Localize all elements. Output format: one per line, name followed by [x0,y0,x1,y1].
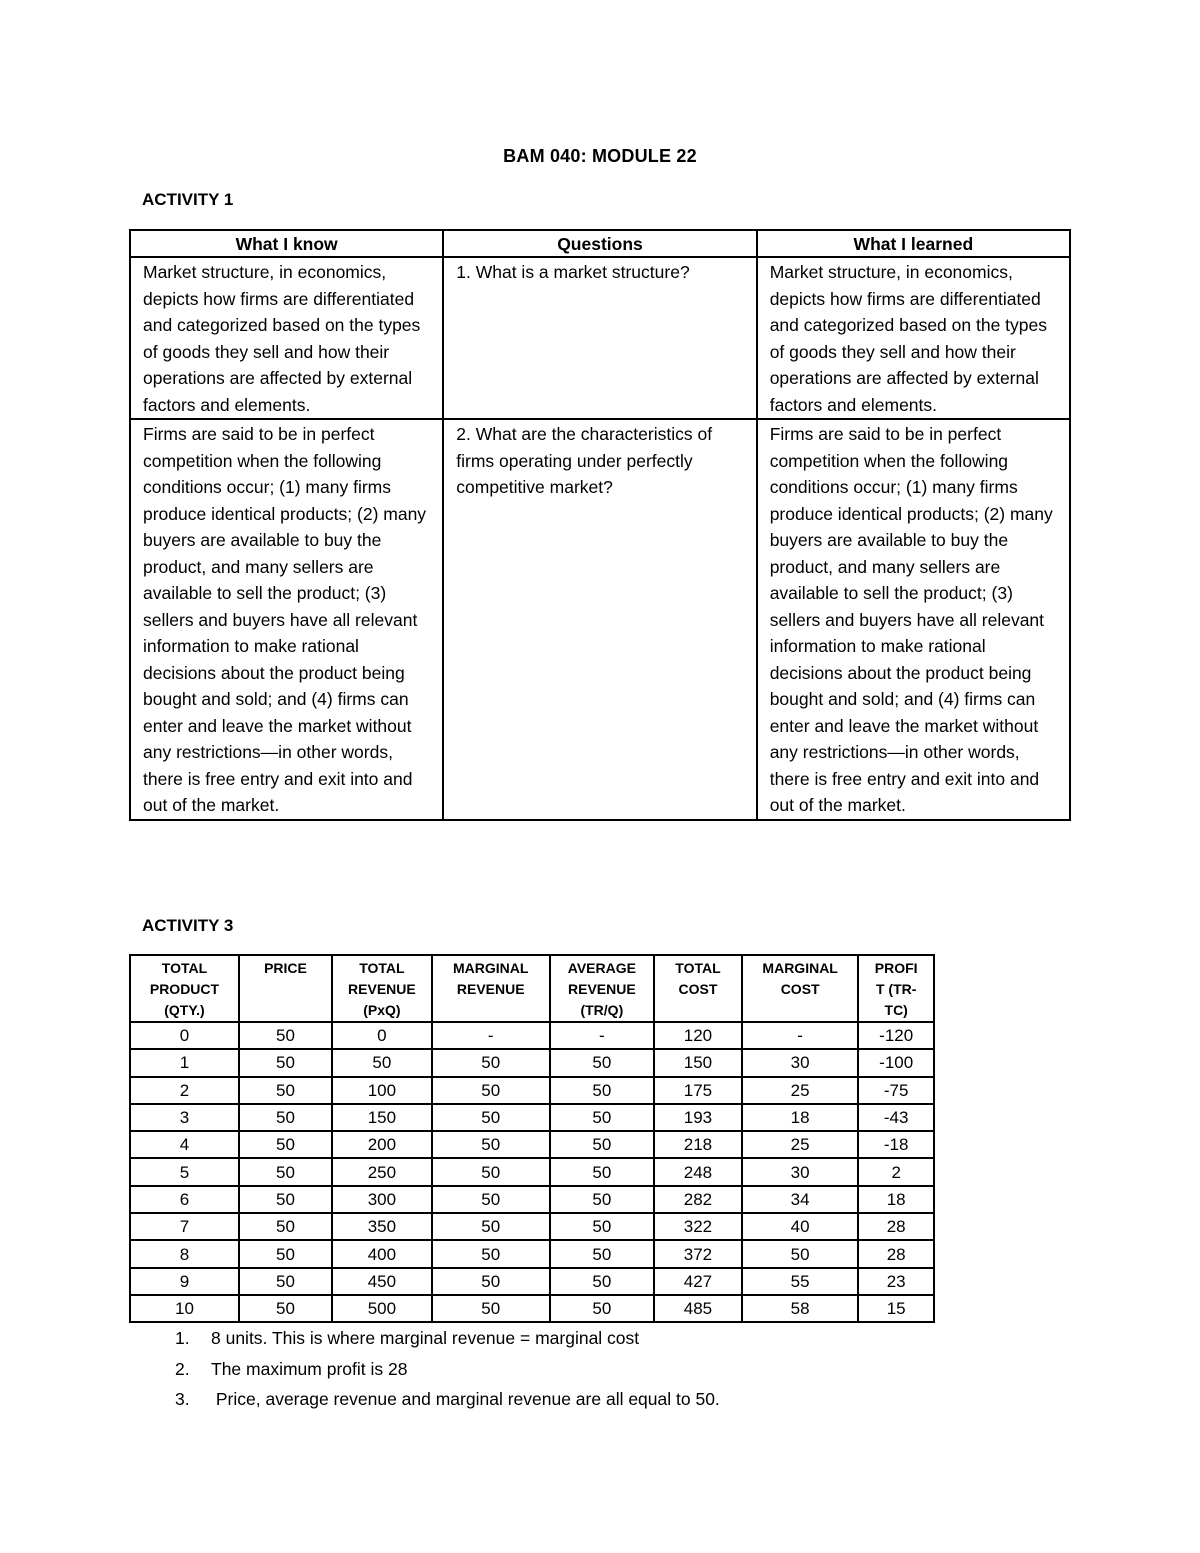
table-row [130,1158,934,1185]
table-cell: 50 [550,1131,654,1158]
table-cell: 450 [332,1268,432,1295]
production-header-line: (TR/Q) [580,1002,624,1018]
production-header-line: REVENUE [568,981,636,997]
table-cell: 50 [432,1077,550,1104]
production-header-line: MARGINAL [762,960,838,976]
production-header-cell [742,955,858,1022]
answer-number: 1. [175,1328,190,1348]
table-cell: 100 [332,1077,432,1104]
table-cell: - [550,1022,654,1049]
table-cell: 218 [654,1131,742,1158]
table-cell: -100 [858,1049,934,1076]
table-cell: 2 [858,1158,934,1185]
table-cell: 55 [742,1268,858,1295]
table-cell: 28 [858,1213,934,1240]
answer-item [175,1384,720,1415]
table-cell: -120 [858,1022,934,1049]
production-header-line: TOTAL [675,960,721,976]
production-header-cell [239,955,332,1022]
table-cell: 485 [654,1295,742,1322]
production-header-line: T (TR- [875,981,917,997]
table-row [130,1104,934,1131]
table-cell: - [742,1022,858,1049]
table-cell: 50 [432,1295,550,1322]
table-cell: 50 [742,1240,858,1267]
production-header-cell [130,955,239,1022]
table-cell: 50 [239,1104,332,1131]
kwl-header-row [130,230,1070,257]
production-header-line: REVENUE [348,981,416,997]
table-cell: 50 [550,1186,654,1213]
table-cell: 50 [432,1213,550,1240]
table-cell: 28 [858,1240,934,1267]
production-header-line: AVERAGE [567,960,636,976]
table-cell: 50 [432,1104,550,1131]
table-cell: 3 [130,1104,239,1131]
table-cell: 50 [332,1049,432,1076]
answer-item [175,1354,720,1385]
production-header-line: TC) [884,1002,908,1018]
production-header-cell [432,955,550,1022]
production-header-cell [858,955,934,1022]
table-cell: 40 [742,1213,858,1240]
table-cell: 300 [332,1186,432,1213]
table-row [130,1213,934,1240]
table-cell: 50 [550,1295,654,1322]
table-cell: 120 [654,1022,742,1049]
table-row [130,1186,934,1213]
table-cell: 30 [742,1049,858,1076]
table-cell: 50 [432,1186,550,1213]
production-header-line: (PxQ) [363,1002,401,1018]
production-header-line: COST [678,981,718,997]
table-cell: 400 [332,1240,432,1267]
kwl-row [130,257,1070,419]
answer-number: 3. [175,1389,190,1409]
table-cell: 18 [742,1104,858,1131]
table-row [130,1295,934,1322]
table-cell: 427 [654,1268,742,1295]
table-cell: 372 [654,1240,742,1267]
table-cell: 50 [239,1158,332,1185]
table-cell: -18 [858,1131,934,1158]
table-cell: 15 [858,1295,934,1322]
answer-text: The maximum profit is 28 [211,1358,408,1379]
answer-item [175,1323,720,1354]
table-cell: 23 [858,1268,934,1295]
table-row [130,1049,934,1076]
table-cell: 0 [130,1022,239,1049]
production-header-cell [654,955,742,1022]
table-cell: 500 [332,1295,432,1322]
document-title: BAM 040: MODULE 22 [503,146,697,166]
production-header-line: TOTAL [161,960,208,976]
kwl-table [129,229,1071,821]
table-cell: 50 [432,1158,550,1185]
table-row [130,1077,934,1104]
kwl-cell-know: Market structure, in economics, depicts how firms are differentiated and categorized based on the types of goods they sell and how their operations are affected by external factors and elements. [130,257,443,419]
table-cell: 50 [550,1158,654,1185]
kwl-cell-question: 1. What is a market structure? [443,257,756,419]
table-cell: 50 [239,1131,332,1158]
table-cell: 50 [432,1049,550,1076]
table-cell: 5 [130,1158,239,1185]
table-cell: 50 [550,1104,654,1131]
answers-list [175,1323,720,1415]
production-header-row [130,955,934,1022]
production-header-line: COST [780,981,820,997]
table-cell: 250 [332,1158,432,1185]
table-cell: 1 [130,1049,239,1076]
kwl-row [130,419,1070,820]
table-cell: 50 [432,1131,550,1158]
table-cell: 2 [130,1077,239,1104]
answer-text: 8 units. This is where marginal revenue = marginal cost [211,1328,640,1348]
table-cell: - [432,1022,550,1049]
table-cell: 8 [130,1240,239,1267]
table-cell: 50 [550,1240,654,1267]
activity-3-heading: ACTIVITY 3 [142,916,234,935]
table-cell: 34 [742,1186,858,1213]
activity-1-heading: ACTIVITY 1 [142,190,234,209]
table-cell: -43 [858,1104,934,1131]
table-cell: 50 [239,1213,332,1240]
kwl-cell-learned: Market structure, in economics, depicts how firms are differentiated and categorized based on the types of goods they sell and how their operations are affected by external factors and elements. [757,257,1070,419]
table-row [130,1022,934,1049]
table-cell: 9 [130,1268,239,1295]
production-header-line: MARGINAL [453,960,529,976]
table-cell: 50 [239,1049,332,1076]
table-row [130,1240,934,1267]
kwl-cell-learned: Firms are said to be in perfect competition when the following conditions occur; (1) many firms produce identical products; (2) many buyers are available to buy the product, and many sellers are available to sell the product; (3) sellers and buyers have all relevant information to make rational decisions about the product being bought and sold; and (4) firms can enter and leave the market without any restrictions—in other words, there is free entry and exit into and out of the market. [757,419,1070,820]
table-cell: 248 [654,1158,742,1185]
kwl-header-know: What I know [130,230,443,257]
table-cell: 150 [654,1049,742,1076]
production-header-cell [550,955,654,1022]
table-cell: 50 [239,1022,332,1049]
table-cell: -75 [858,1077,934,1104]
kwl-cell-question: 2. What are the characteristics of firms operating under perfectly competitive market? [443,419,756,820]
table-cell: 4 [130,1131,239,1158]
table-row [130,1268,934,1295]
table-cell: 50 [239,1077,332,1104]
production-header-line: PRICE [264,960,307,976]
table-cell: 18 [858,1186,934,1213]
table-cell: 58 [742,1295,858,1322]
table-cell: 50 [550,1213,654,1240]
table-cell: 50 [550,1077,654,1104]
table-cell: 50 [432,1240,550,1267]
table-cell: 0 [332,1022,432,1049]
table-cell: 50 [432,1268,550,1295]
table-cell: 50 [239,1186,332,1213]
table-cell: 175 [654,1077,742,1104]
table-cell: 25 [742,1131,858,1158]
production-header-line: PROFI [874,960,918,976]
table-cell: 50 [239,1268,332,1295]
kwl-cell-know: Firms are said to be in perfect competition when the following conditions occur; (1) many firms produce identical products; (2) many buyers are available to buy the product, and many sellers are available to sell the product; (3) sellers and buyers have all relevant information to make rational decisions about the product being bought and sold; and (4) firms can enter and leave the market without any restrictions—in other words, there is free entry and exit into and out of the market. [130,419,443,820]
table-cell: 30 [742,1158,858,1185]
kwl-header-questions: Questions [443,230,756,257]
table-cell: 10 [130,1295,239,1322]
table-cell: 7 [130,1213,239,1240]
kwl-header-learned: What I learned [757,230,1070,257]
answer-number: 2. [175,1358,190,1379]
table-cell: 6 [130,1186,239,1213]
table-row [130,1131,934,1158]
table-cell: 50 [239,1240,332,1267]
table-cell: 150 [332,1104,432,1131]
production-header-line: TOTAL [359,960,405,976]
table-cell: 200 [332,1131,432,1158]
table-cell: 193 [654,1104,742,1131]
table-cell: 50 [239,1295,332,1322]
table-cell: 25 [742,1077,858,1104]
production-header-line: PRODUCT [149,981,220,997]
answer-text: Price, average revenue and marginal revenue are all equal to 50. [211,1389,720,1409]
table-cell: 50 [550,1268,654,1295]
production-header-line: REVENUE [456,981,525,997]
table-cell: 282 [654,1186,742,1213]
table-cell: 50 [550,1049,654,1076]
table-cell: 322 [654,1213,742,1240]
table-cell: 350 [332,1213,432,1240]
production-table [129,954,935,1323]
production-header-cell [332,955,432,1022]
production-header-line: (QTY.) [164,1002,205,1018]
